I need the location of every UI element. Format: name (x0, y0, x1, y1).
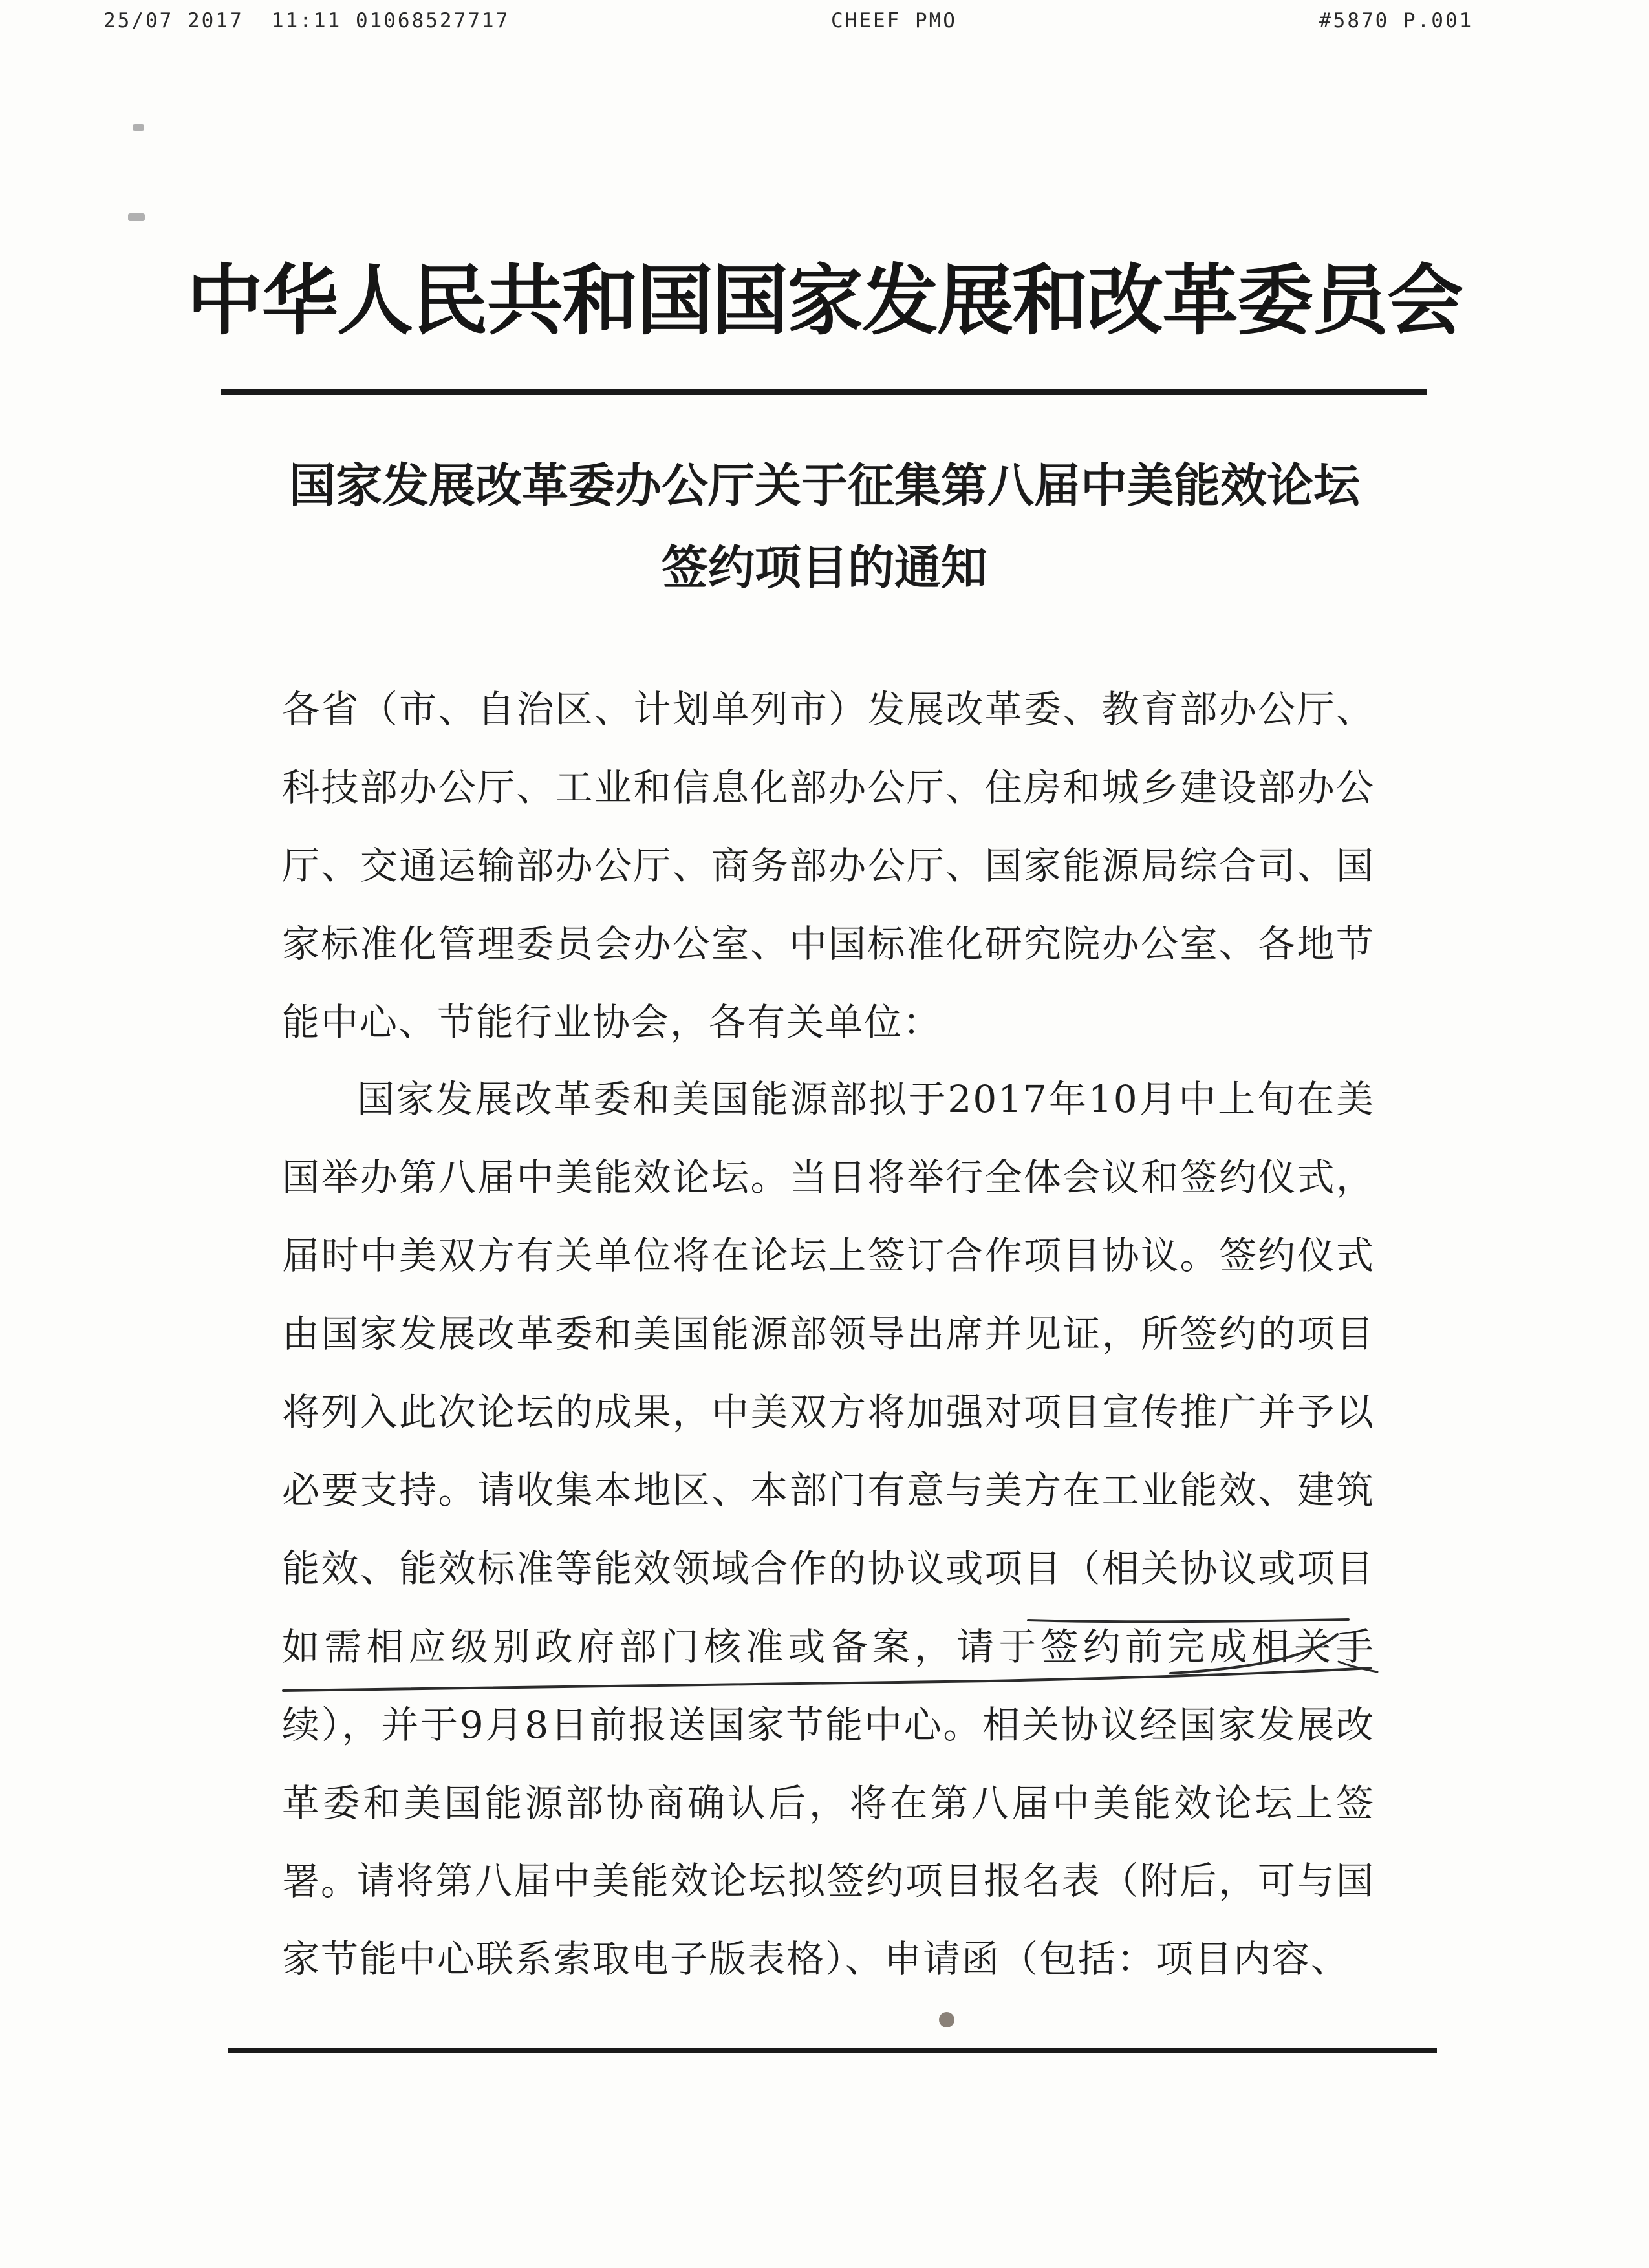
scan-speck (133, 124, 144, 131)
handwritten-underline-annotation (278, 1558, 1390, 1700)
fax-transmission-header (0, 9, 1649, 41)
letterhead-agency-name: 中华人民共和国国家发展和改革委员会 (186, 255, 1462, 345)
document-title-line-2: 签约项目的通知 (661, 540, 987, 595)
fax-page-number: #5870 P.001 (1319, 9, 1474, 32)
body-paragraph-2: 请将第八届中美能效论坛拟签约项目报名表（附后，可与国家节能中心联系索取电子版表格）、申请函（包括：项目内容、 (282, 1859, 1375, 1981)
scan-speck (939, 2012, 954, 2027)
scan-speck (128, 213, 145, 221)
addressee-paragraph: 各省（市、自治区、计划单列市）发展改革委、教育部办公厅、科技部办公厅、工业和信息化部办公厅、住房和城乡建设部办公厅、交通运输部办公厅、商务部办公厅、国家能源局综合司、国家标准化管理委员会办公室、中国标准化研究院办公室、各地节能中心、节能行业协会，各有关单位： (282, 687, 1375, 1044)
fax-date-time-number: 25/07 2017 11:11 01068527717 (103, 9, 510, 32)
footer-divider-rule (228, 2048, 1437, 2053)
letterhead-divider-rule (221, 389, 1427, 395)
body-paragraph-1: 国家发展改革委和美国能源部拟于2017年10月中上旬在美国举办第八届中美能效论坛。当日将举行全体会议和签约仪式，届时中美双方有关单位将在论坛上签订合作项目协议。签约仪式由国家发展改革委和美国能源部领导出席并见证，所签约的项目将列入此次论坛的成果，中美双方将加强对项目宣传推广并予以必要支持。请收集本地区、本部门有意与美方在工业能效、建筑能效、能效标准等能效领域合作的协议或项目（相关协议或项目如需相应级别政府部门核准或备案，请于签约前完成相关手续），并于9月8日前报送国家节能中心。相关协议经国家发展改革委和美国能源部协商确认后，将在第八届中美能效论坛上签署。 (282, 1077, 1375, 1903)
document-title-line-1: 国家发展改革委办公厅关于征集第八届中美能效论坛 (288, 458, 1360, 513)
fax-sender: CHEEF PMO (831, 9, 957, 32)
